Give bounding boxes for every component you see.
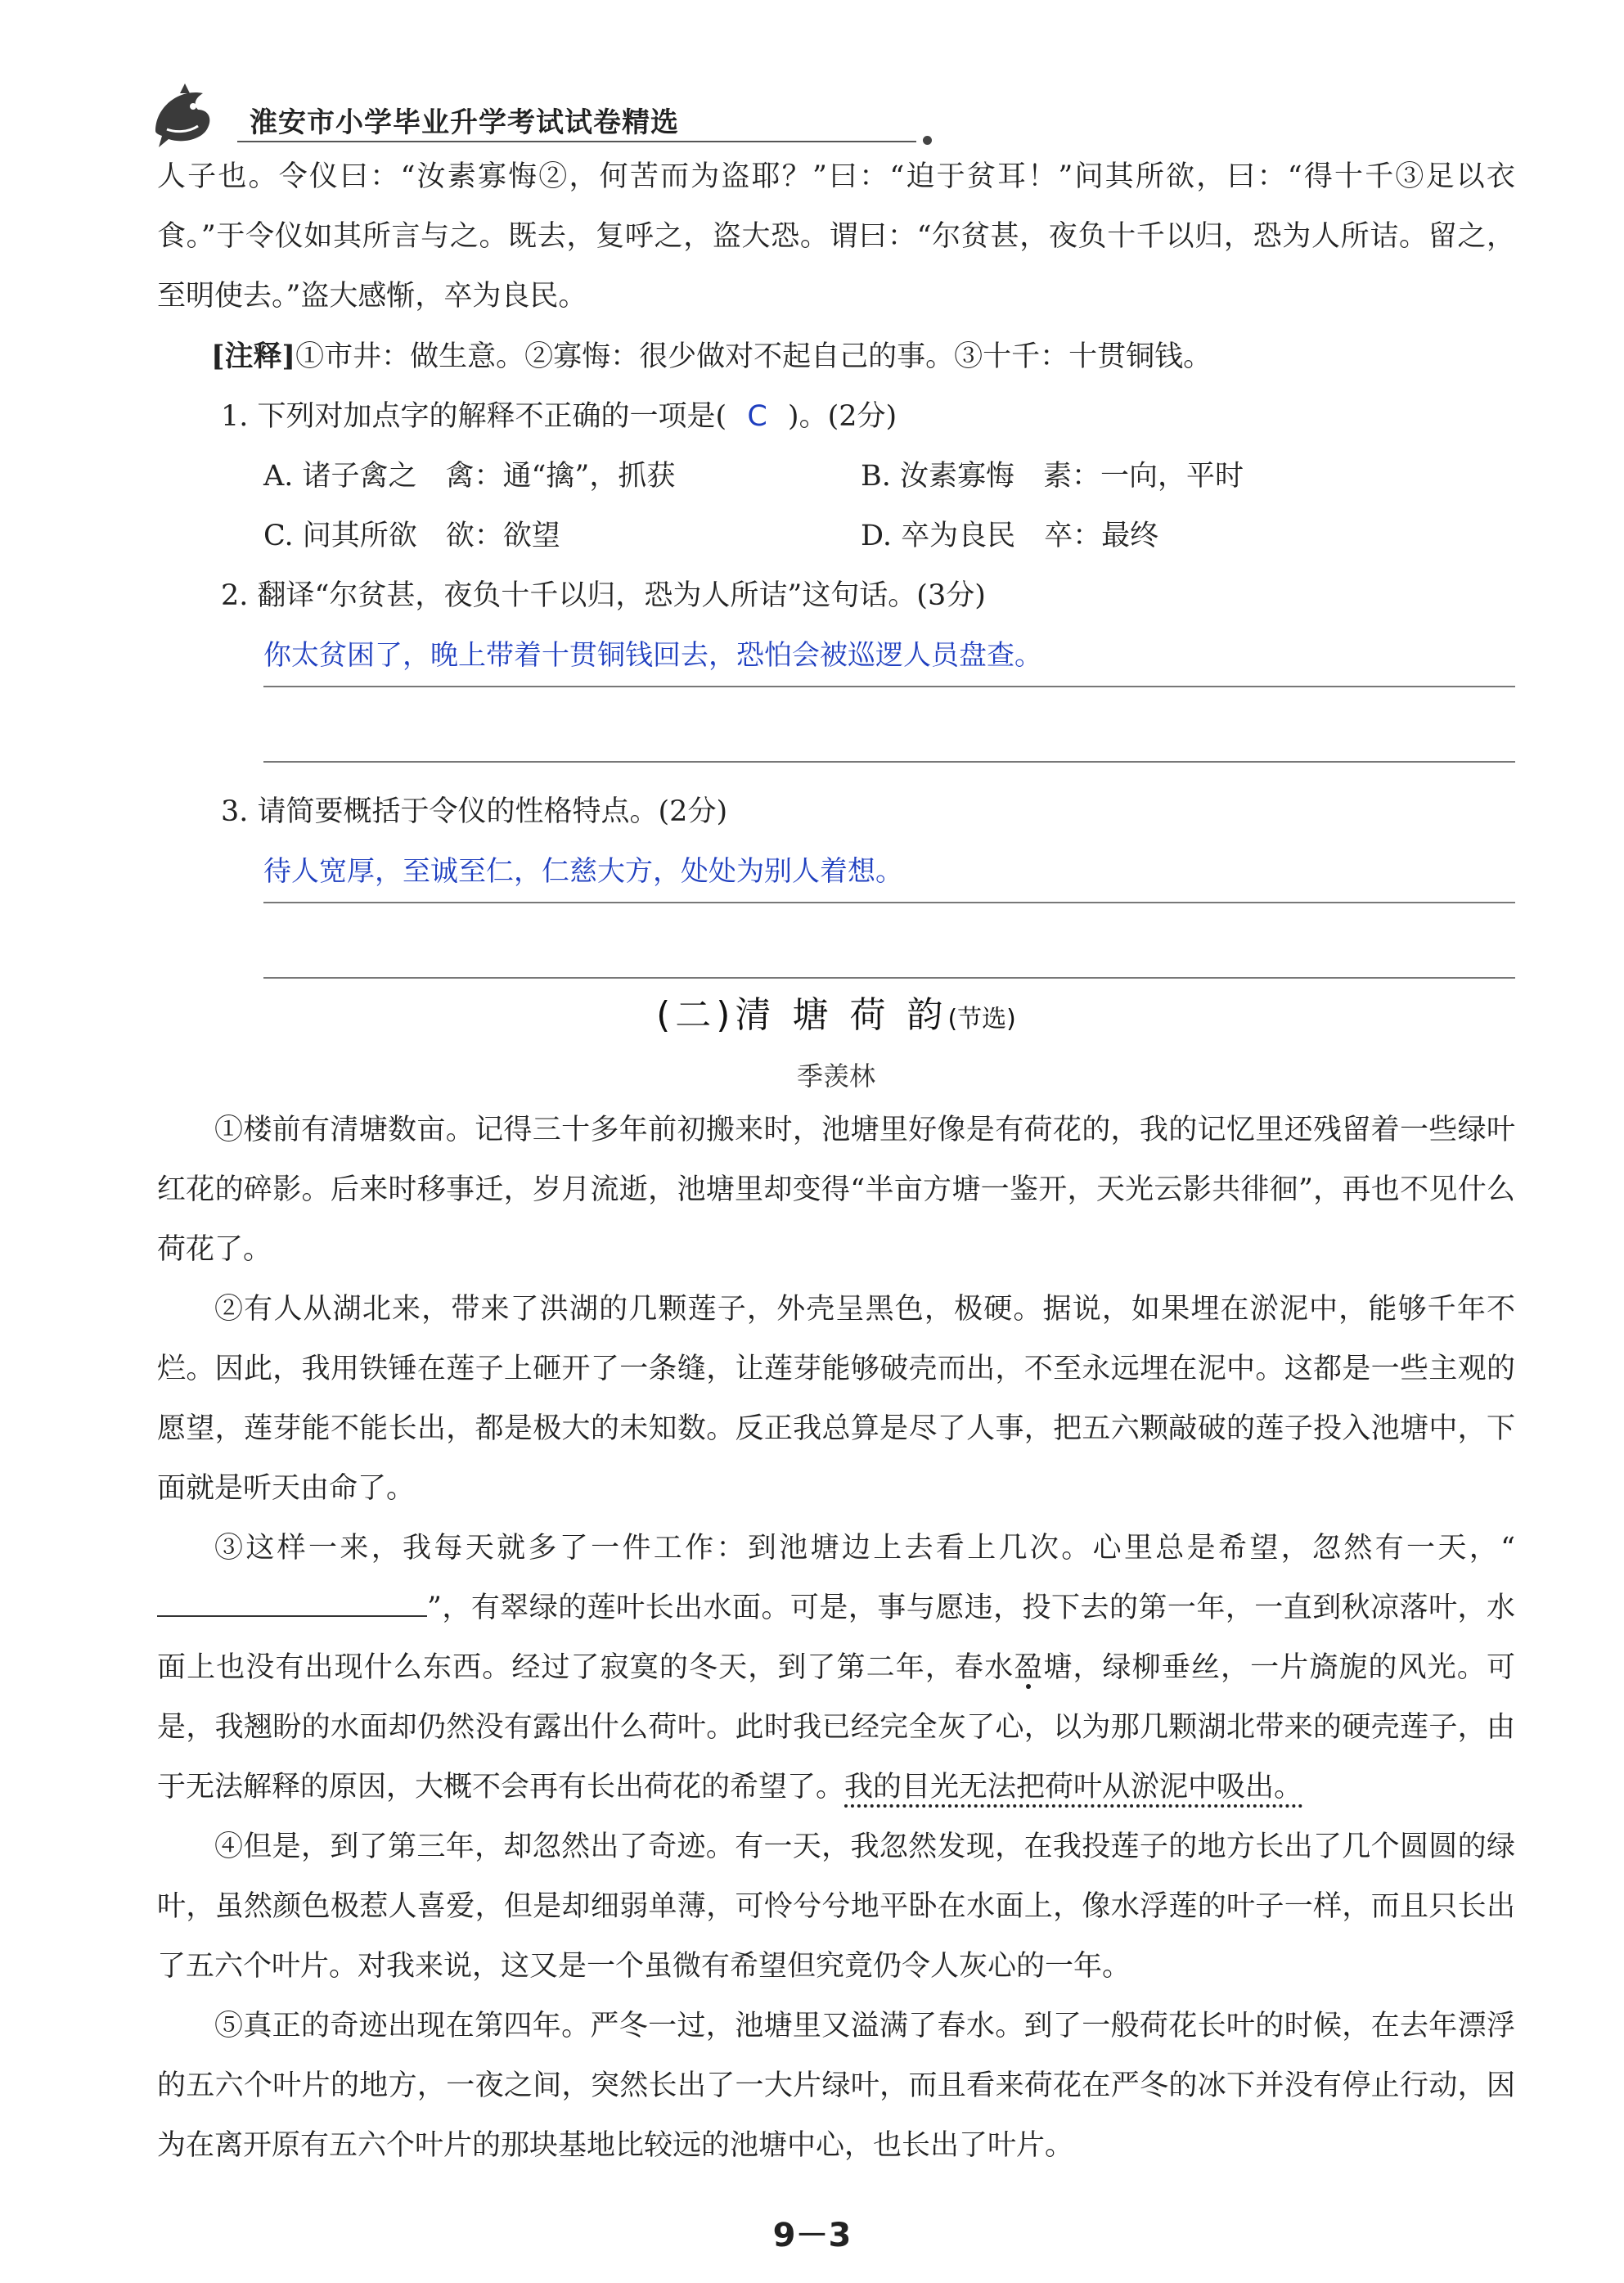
section-2-title-note: (节选) — [947, 1005, 1016, 1033]
annotation-label: [注释] — [211, 340, 296, 373]
paragraph-3-mid: 塘，绿柳垂丝，一片旖旎的风光。可是，我翘盼的水面却仍然没有露出什么荷叶。此时我已经完全灰了心，以为那几颗湖北带来的硬壳莲子，由于无法解释的原因，大概不会再有长出荷花的希望了。 — [157, 1651, 1515, 1803]
option-a: A. 诸子禽之 禽：通“擒”，抓获 — [263, 460, 676, 493]
question-1-options — [157, 447, 1515, 566]
question-2: 2. 翻译“尔贫甚，夜负十千以归，恐为人所诘”这句话。(3分) — [221, 579, 986, 612]
question-3-answer: 待人宽厚，至诚至仁，仁慈大方，处处为别人着想。 — [263, 855, 903, 888]
passage1-text: 人子也。令仪曰：“汝素寡悔②，何苦而为盗耶？”曰：“迫于贫耳！”问其所欲，曰：“得十千③足以衣食。”于令仪如其所言与之。既去，复呼之，盗大恐。谓曰：“尔贫甚，夜负十千以归，恐为人所诘。留之，至明使去。”盗大感惭，卒为良民。 — [157, 160, 1515, 313]
paragraph-4: ④但是，到了第三年，却忽然出了奇迹。有一天，我忽然发现，在我投莲子的地方长出了几个圆圆的绿叶，虽然颜色极惹人喜爱，但是却细弱单薄，可怜兮兮地平卧在水面上，像水浮莲的叶子一样，而且只长出了五六个叶片。对我来说，这又是一个虽微有希望但究竟仍令人灰心的一年。 — [157, 1830, 1515, 1983]
header-dot — [923, 136, 932, 145]
header-title: 淮安市小学毕业升学考试试卷精选 — [250, 106, 679, 139]
section-2-title — [157, 984, 1515, 1051]
question-1-answer: C — [747, 400, 767, 433]
author: 季羡林 — [796, 1060, 875, 1092]
question-1-prefix: 1. 下列对加点字的解释不正确的一项是( — [221, 400, 727, 433]
question-1 — [157, 387, 1515, 447]
page-number: 9－3 — [772, 2217, 852, 2254]
answer-line — [263, 977, 1515, 979]
page-content — [157, 147, 1515, 2176]
paragraph-3-quote-close: ”，有翠绿的莲叶长出水面。可是，事与愿违，投下去的第一年，一直到秋凉落叶，水面上也没有出现什么东西。经过了寂寞的冬天，到了第二年，春水 — [157, 1592, 1515, 1684]
paragraph-2: ②有人从湖北来，带来了洪湖的几颗莲子，外壳呈黑色，极硬。据说，如果埋在淤泥中，能够千年不烂。因此，我用铁锤在莲子上砸开了一条缝，让莲芽能够破壳而出，不至永远埋在泥中。这都是一些主观的愿望，莲芽能不能长出，都是极大的未知数。反正我总算是尽了人事，把五六颗敲破的莲子投入池塘中，下面就是听天由命了。 — [157, 1293, 1515, 1505]
dotted-char: 盈 — [1014, 1651, 1044, 1684]
paragraph-5: ⑤真正的奇迹出现在第四年。严冬一过，池塘里又溢满了春水。到了一般荷花长叶的时候，在去年漂浮的五六个叶片的地方，一夜之间，突然长出了一大片绿叶，而且看来荷花在严冬的冰下并没有停止行动，因为在离开原有五六个叶片的那块基地比较远的池塘中心，也长出了叶片。 — [157, 2010, 1515, 2162]
option-b: B. 汝素寡悔 素：一向，平时 — [861, 460, 1244, 493]
question-2-answer: 你太贫困了，晚上带着十贯铜钱回去，恐怕会被巡逻人员盘查。 — [263, 639, 1042, 672]
paragraph-1: ①楼前有清塘数亩。记得三十多年前初搬来时，池塘里好像是有荷花的，我的记忆里还残留着一些绿叶红花的碎影。后来时移事迁，岁月流逝，池塘里却变得“半亩方塘一鉴开，天光云影共徘徊”，再也不见什么荷花了。 — [157, 1114, 1515, 1266]
question-1-suffix: )。(2分) — [787, 400, 897, 433]
option-c: C. 问其所欲 欲：欲望 — [263, 520, 560, 552]
paragraph-3-start: ③这样一来，我每天就多了一件工作：到池塘边上去看上几次。心里总是希望，忽然有一天， — [214, 1532, 1501, 1565]
page-header — [147, 82, 785, 139]
fill-blank — [157, 1591, 427, 1617]
header-rule — [237, 141, 916, 142]
question-3: 3. 请简要概括于令仪的性格特点。(2分) — [221, 795, 728, 828]
answer-line — [263, 761, 1515, 763]
dolphin-logo-icon — [147, 82, 221, 155]
section-2-title-text: (二)清 塘 荷 韵 — [656, 994, 948, 1036]
option-d: D. 卒为良民 卒：最终 — [861, 520, 1159, 552]
marked-sentence: 我的目光无法把荷叶从淤泥中吸出。 — [844, 1771, 1303, 1803]
quote-open: “ — [1500, 1532, 1515, 1565]
paragraph-3 — [157, 1519, 1515, 1817]
annotation — [157, 326, 1515, 387]
annotation-text: ①市井：做生意。②寡悔：很少做对不起自己的事。③十千：十贯铜钱。 — [295, 340, 1212, 373]
